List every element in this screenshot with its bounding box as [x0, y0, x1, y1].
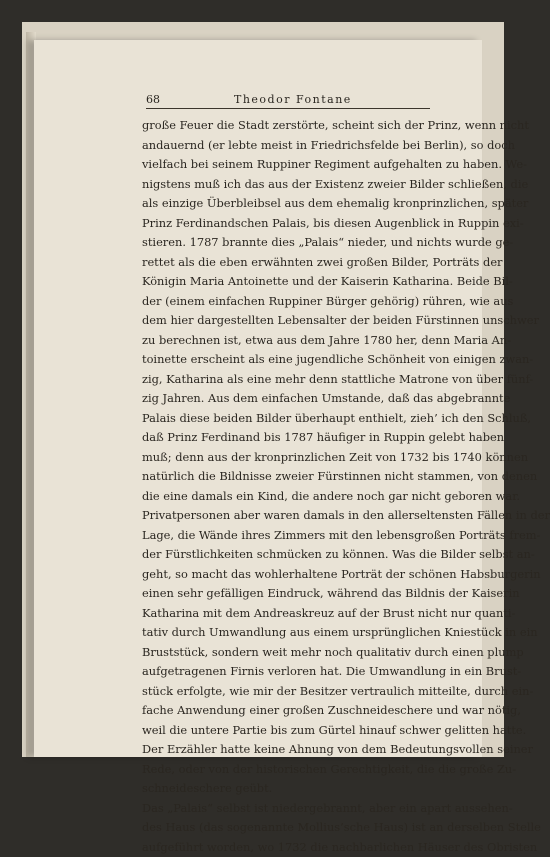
text-line: nigstens muß ich das aus der Existenz zweier Bilder schließen, die	[142, 175, 434, 195]
text-line: Prinz Ferdinandschen Palais, bis diesen Augenblick in Ruppin exi-	[142, 214, 434, 234]
text-line: zu berechnen ist, etwa aus dem Jahre 1780 her, denn Maria An-	[142, 331, 434, 351]
text-line: andauernd (er lebte meist in Friedrichsfelde bei Berlin), so doch	[142, 136, 434, 156]
text-line: aufgeführt worden, wo 1732 die nachbarlichen Häuser des Obristen	[142, 838, 434, 857]
body-text	[142, 116, 434, 857]
text-line: des Haus (das sogenannte Mollius’sche Haus) ist an derselben Stelle	[142, 818, 434, 838]
text-line: der Fürstlichkeiten schmücken zu können. Was die Bilder selbst an-	[142, 545, 434, 565]
text-line: dem hier dargestellten Lebensalter der beiden Fürstinnen unschwer	[142, 311, 434, 331]
text-line: Katharina mit dem Andreaskreuz auf der Brust nicht nur quanti-	[142, 604, 434, 624]
page-number: 68	[146, 93, 160, 106]
text-line: zig Jahren. Aus dem einfachen Umstande, daß das abgebrannte	[142, 389, 434, 409]
text-line: vielfach bei seinem Ruppiner Regiment aufgehalten zu haben. We-	[142, 155, 434, 175]
text-line: natürlich die Bildnisse zweier Fürstinnen nicht stammen, von denen	[142, 467, 434, 487]
header-rule	[146, 108, 430, 109]
text-line: einen sehr gefälligen Eindruck, während das Bildnis der Kaiserin	[142, 584, 434, 604]
text-line: Der Erzähler hatte keine Ahnung von dem Bedeutungsvollen seiner	[142, 740, 434, 760]
text-line: der (einem einfachen Ruppiner Bürger gehörig) rühren, wie aus	[142, 292, 434, 312]
running-title: Theodor Fontane	[234, 93, 352, 106]
text-line: muß; denn aus der kronprinzlichen Zeit von 1732 bis 1740 können	[142, 448, 434, 468]
text-line: große Feuer die Stadt zerstörte, scheint sich der Prinz, wenn nicht	[142, 116, 434, 136]
text-line: Königin Maria Antoinette und der Kaiserin Katharina. Beide Bil-	[142, 272, 434, 292]
text-line: die eine damals ein Kind, die andere noch gar nicht geboren war.	[142, 487, 434, 507]
text-line: geht, so macht das wohlerhaltene Porträt der schönen Habsburgerin	[142, 565, 434, 585]
text-line: toinette erscheint als eine jugendliche Schönheit von einigen zwan-	[142, 350, 434, 370]
text-line: Rede, oder von der historischen Gerechtigkeit, die die große Zu-	[142, 760, 434, 780]
text-line: Lage, die Wände ihres Zimmers mit den lebensgroßen Porträts frem-	[142, 526, 434, 546]
text-line: weil die untere Partie bis zum Gürtel hinauf schwer gelitten hatte.	[142, 721, 434, 741]
text-line: Bruststück, sondern weit mehr noch qualitativ durch einen plump	[142, 643, 434, 663]
text-line: Palais diese beiden Bilder überhaupt enthielt, zieh’ ich den Schluß,	[142, 409, 434, 429]
text-line: daß Prinz Ferdinand bis 1787 häufiger in Ruppin gelebt haben	[142, 428, 434, 448]
text-line: schneideschere geübt.	[142, 779, 434, 799]
text-line: stück erfolgte, wie mir der Besitzer vertraulich mitteilte, durch ein-	[142, 682, 434, 702]
text-line: aufgetragenen Firnis verloren hat. Die Umwandlung in ein Brust-	[142, 662, 434, 682]
text-line: Das „Palais“ selbst ist niedergebrannt, aber ein apart aussehen-	[142, 799, 434, 819]
text-line: zig, Katharina als eine mehr denn stattliche Matrone von über fünf-	[142, 370, 434, 390]
text-line: fache Anwendung einer großen Zuschneideschere und war nötig,	[142, 701, 434, 721]
text-line: tativ durch Umwandlung aus einem ursprünglichen Kniestück in ein	[142, 623, 434, 643]
page-header	[146, 93, 434, 107]
text-line: rettet als die eben erwähnten zwei großen Bilder, Porträts der	[142, 253, 434, 273]
text-line: stieren. 1787 brannte dies „Palais“ nieder, und nichts wurde ge-	[142, 233, 434, 253]
text-line: Privatpersonen aber waren damals in den allerseltensten Fällen in der	[142, 506, 434, 526]
text-line: als einzige Überbleibsel aus dem ehemalig kronprinzlichen, später	[142, 194, 434, 214]
